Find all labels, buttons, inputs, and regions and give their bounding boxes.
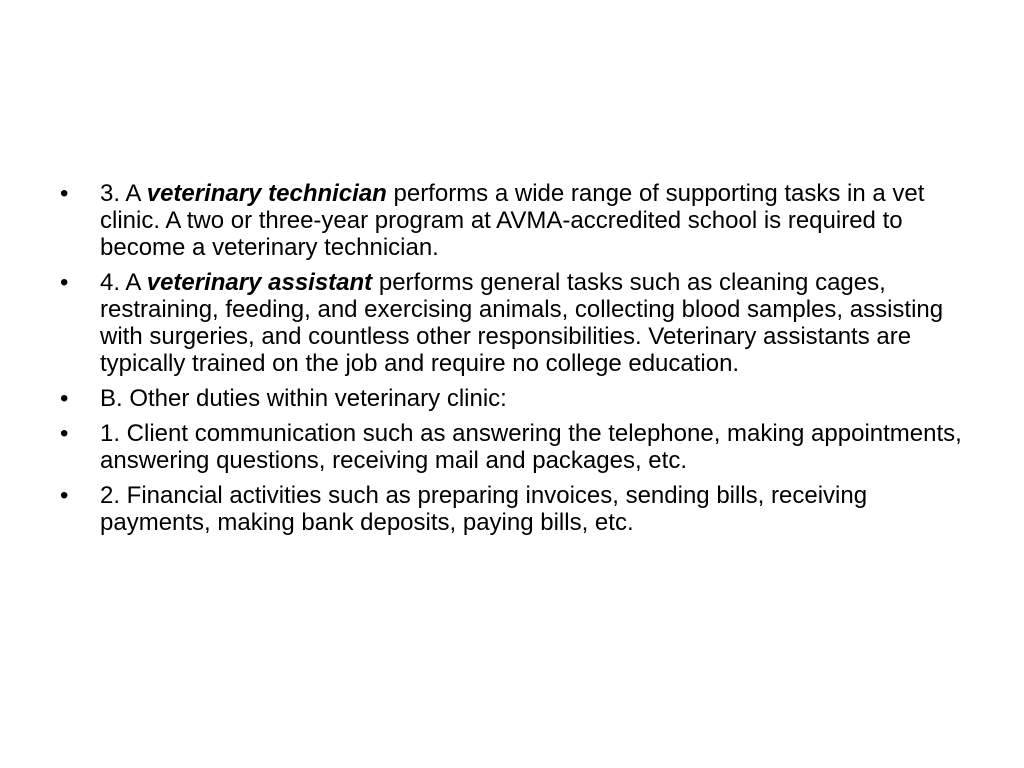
item-text: B. Other duties within veterinary clinic: <box>100 385 507 412</box>
bullet-icon: • <box>60 482 69 509</box>
item-text: 2. Financial activities such as preparing invoices, sending bills, receiving payments, making bank deposits, paying bills, etc. <box>100 482 868 536</box>
item-prefix: 4. A <box>100 269 147 296</box>
term-veterinary-technician: veterinary technician <box>146 180 387 207</box>
bullet-icon: • <box>60 420 69 447</box>
list-item-client-communication <box>60 420 970 474</box>
bullet-icon: • <box>60 385 69 412</box>
term-veterinary-assistant: veterinary assistant <box>146 269 373 296</box>
item-text: 1. Client communication such as answering the telephone, making appointments, answering questions, receiving mail and packages, etc. <box>100 420 962 474</box>
item-body: performs general tasks such as cleaning cages, restraining, feeding, and exercising animals, collecting blood samples, assisting with surgeries, and countless other responsibilities. Veterinary assistants are typically trained on the job and require no college education. <box>100 269 944 377</box>
item-prefix: 3. A <box>100 180 147 207</box>
list-item-vet-technician <box>60 180 970 261</box>
bullet-icon: • <box>60 180 69 207</box>
list-item-other-duties <box>60 385 970 412</box>
item-body: performs a wide range of supporting tasks in a vet clinic. A two or three-year program at AVMA-accredited school is required to become a veterinary technician. <box>100 180 925 261</box>
list-item-vet-assistant <box>60 269 970 377</box>
bullet-icon: • <box>60 269 69 296</box>
bullet-list <box>60 180 970 544</box>
list-item-financial-activities <box>60 482 970 536</box>
